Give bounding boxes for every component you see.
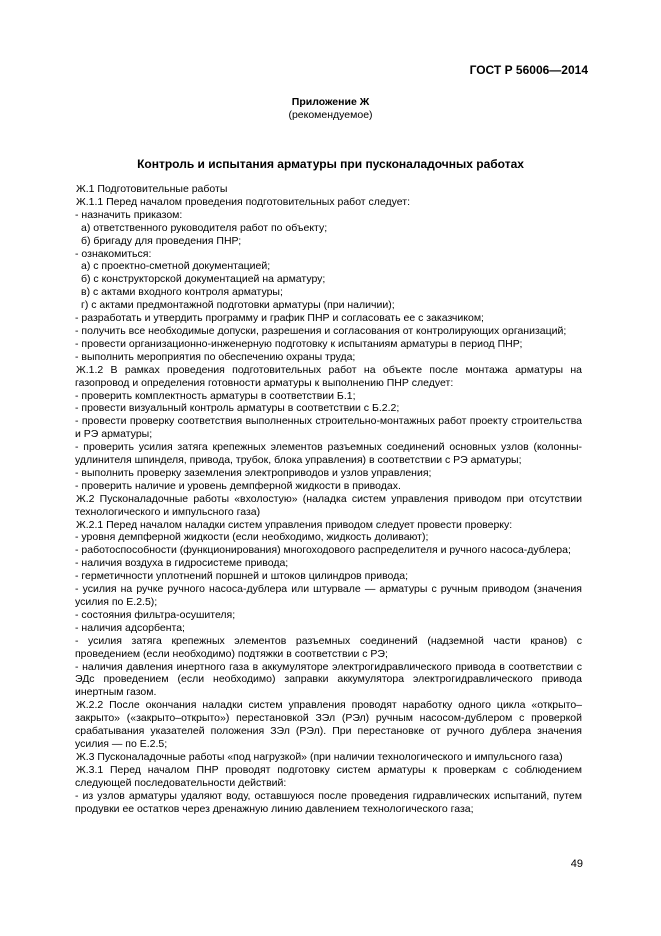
list-item: - усилия на ручке ручного насоса-дублера или штурвале — арматуры с ручным приводом (значения усилия по Е.2.5); — [75, 583, 582, 608]
list-item: - наличия адсорбента; — [75, 621, 185, 634]
paragraph: Ж.3.1 Перед началом ПНР проводят подготовку систем арматуры к проверкам с соблюдением следующей последовательности действий: — [75, 763, 582, 789]
sub-list-item: г) с актами предмонтажной подготовки арматуры (при наличии); — [81, 299, 395, 312]
sub-list-item: а) с проектно-сметной документацией; — [81, 260, 271, 273]
paragraph: Ж.1.2 В рамках проведения подготовительных работ на объекте после монтажа арматуры на газопровод и определения готовности арматуры к выполнению ПНР следует: — [75, 363, 582, 389]
list-item: - работоспособности (функционирования) многоходового распределителя и ручного насоса-дублера; — [75, 544, 571, 557]
list-item: - проверить усилия затяга крепежных элементов разъемных соединений основных узлов (колонны-удлинителя шпинделя, привода, трубок, блока управления) в соответствии с РЭ арматуры; — [75, 441, 582, 467]
list-item: - усилия затяга крепежных элементов разъемных соединений (надземной части кранов) с проведением (если необходимо) подтяжки в соответствии с РЭ; — [75, 634, 582, 660]
list-item: - наличия давления инертного газа в аккумуляторе электрогидравлического привода в соответствии с ЭДс проведением (если необходимо) заправки аккумулятора электрогидравлического привода инертным газом. — [75, 660, 582, 699]
list-item: - герметичности уплотнений поршней и штоков цилиндров привода; — [75, 570, 409, 583]
appendix-type: (рекомендуемое) — [288, 109, 373, 121]
list-item: - уровня демпферной жидкости (если необходимо, жидкость доливают); — [75, 531, 429, 544]
sub-list-item: б) с конструкторской документацией на арматуру; — [81, 273, 326, 286]
appendix-label: Приложение Ж — [291, 96, 370, 108]
list-item: - проверить комплектность арматуры в соответствии Б.1; — [75, 389, 356, 402]
list-item: - состояния фильтра-осушителя; — [75, 608, 236, 621]
standard-number: ГОСТ Р 56006—2014 — [469, 63, 588, 77]
list-item: - назначить приказом: — [75, 208, 183, 221]
list-item: - выполнить мероприятия по обеспечению охраны труда; — [75, 350, 356, 363]
list-item: - проверить наличие и уровень демпферной жидкости в приводах. — [75, 479, 401, 492]
document-title: Контроль и испытания арматуры при пусконаладочных работах — [137, 157, 524, 171]
sub-list-item: а) ответственного руководителя работ по объекту; — [81, 221, 328, 234]
list-item: - провести организационно-инженерную подготовку к испытаниям арматуры в период ПНР; — [75, 337, 523, 350]
section-heading: Ж.1 Подготовительные работы — [76, 183, 228, 195]
section-heading: Ж.2 Пусконаладочные работы «вхолостую» (наладка систем управления приводом при отсутствии технологического и импульсного газа) — [75, 492, 582, 518]
paragraph: Ж.2.1 Перед началом наладки систем управления приводом следует провести проверку: — [76, 518, 513, 531]
list-item: - разработать и утвердить программу и график ПНР и согласовать ее с заказчиком; — [75, 312, 484, 325]
section-heading: Ж.3 Пусконаладочные работы «под нагрузкой» (при наличии технологического и импульсного газа) — [76, 750, 563, 763]
list-item: - получить все необходимые допуски, разрешения и согласования от контролирующих организаций; — [75, 324, 567, 337]
list-item: - провести проверку соответствия выполненных строительно-монтажных работ проекту строительства и РЭ арматуры; — [75, 415, 582, 441]
sub-list-item: б) бригаду для проведения ПНР; — [81, 234, 242, 247]
list-item: - наличия воздуха в гидросистеме привода; — [75, 557, 289, 570]
list-item: - провести визуальный контроль арматуры в соответствии с Б.2.2; — [75, 402, 400, 415]
page-number: 49 — [570, 858, 583, 870]
sub-list-item: в) с актами входного контроля арматуры; — [81, 286, 283, 299]
paragraph: Ж.1.1 Перед началом проведения подготовительных работ следует: — [76, 195, 410, 208]
list-item: - из узлов арматуры удаляют воду, оставшуюся после проведения гидравлических испытаний, путем продувки ее остатков через дренажную линию давлением технологического газа; — [75, 789, 582, 815]
list-item: - выполнить проверку заземления электроприводов и узлов управления; — [75, 466, 432, 479]
document-body — [75, 183, 582, 815]
list-item: - ознакомиться: — [75, 247, 152, 260]
paragraph: Ж.2.2 После окончания наладки систем управления проводят наработку одного цикла «открыто–закрыто» («закрыто–открыто») перестановкой ЗЭл (РЭл) ручным насосом-дублером с проверкой срабатывания указателей положения ЗЭл (РЭл). При перестановке от ручного дублера значения усилия — по Е.2.5; — [75, 699, 582, 750]
